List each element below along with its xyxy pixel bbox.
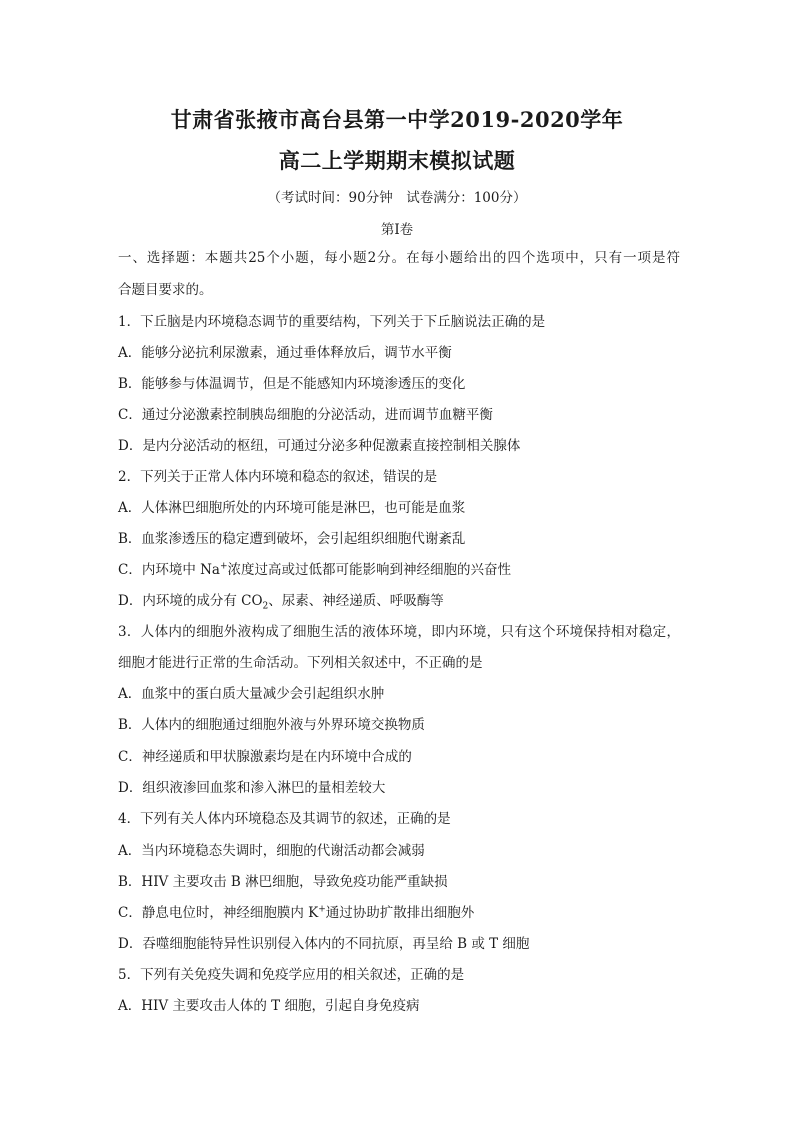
question-3-option-d: D．组织液渗回血浆和渗入淋巴的量相差较大 <box>118 780 386 796</box>
question-2-option-d-sub: 2 <box>262 601 269 612</box>
question-2-option-d <box>118 592 680 610</box>
question-2-option-a: A．人体淋巴细胞所处的内环境可能是淋巴，也可能是血浆 <box>118 500 466 516</box>
question-4-option-c <box>118 904 680 922</box>
question-2-option-b: B．血浆渗透压的稳定遭到破坏，会引起组织细胞代谢紊乱 <box>118 531 466 547</box>
question-4-option-d: D．吞噬细胞能特异性识别侵入体内的不同抗原，再呈给 B 或 T 细胞 <box>118 936 530 952</box>
exam-title-line1: 甘肃省张掖市高台县第一中学2019-2020学年 <box>170 107 624 132</box>
question-2-option-d-pre: D．内环境的成分有 CO <box>118 593 263 609</box>
question-2-option-c-sup: + <box>219 561 228 572</box>
question-1-option-d: D．是内分泌活动的枢纽，可通过分泌多种促激素直接控制相关腺体 <box>118 438 521 454</box>
question-3-option-a: A．血浆中的蛋白质大量减少会引起组织水肿 <box>118 686 385 702</box>
question-2-option-c <box>118 561 680 579</box>
exam-title-line2: 高二上学期期末模拟试题 <box>278 148 516 173</box>
question-1-option-a: A．能够分泌抗利尿激素，通过垂体释放后，调节水平衡 <box>118 345 452 361</box>
question-1-stem: 1．下丘脑是内环境稳态调节的重要结构，下列关于下丘脑说法正确的是 <box>118 314 546 330</box>
question-5-stem: 5．下列有关免疫失调和免疫学应用的相关叙述，正确的是 <box>118 967 465 983</box>
question-3-stem-line2: 细胞才能进行正常的生命活动。下列相关叙述中，不正确的是 <box>118 655 483 671</box>
question-3-option-c: C．神经递质和甲状腺激素均是在内环境中合成的 <box>118 749 412 765</box>
question-4-stem: 4．下列有关人体内环境稳态及其调节的叙述，正确的是 <box>118 811 451 827</box>
section-instructions-line2: 合题目要求的。 <box>118 282 213 298</box>
question-5-option-a: A．HIV 主要攻击人体的 T 细胞，引起自身免疫病 <box>118 998 420 1014</box>
volume-heading: 第Ⅰ卷 <box>380 222 414 238</box>
question-4-option-b: B．HIV 主要攻击 B 淋巴细胞，导致免疫功能严重缺损 <box>118 874 448 890</box>
question-4-option-c-sup: + <box>318 904 326 915</box>
question-3-option-b: B．人体内的细胞通过细胞外液与外界环境交换物质 <box>118 717 425 733</box>
question-4-option-c-post: 通过协助扩散排出细胞外 <box>325 905 475 921</box>
exam-info: （考试时间：90分钟 试卷满分：100分） <box>267 190 527 206</box>
question-4-option-c-pre: C．静息电位时，神经细胞膜内 K <box>118 905 319 921</box>
question-2-stem: 2．下列关于正常人体内环境和稳态的叙述，错误的是 <box>118 469 438 485</box>
section-instructions-line1: 一、选择题：本题共25个小题，每小题2分。在每小题给出的四个选项中，只有一项是符 <box>118 250 680 266</box>
question-1-option-b: B．能够参与体温调节，但是不能感知内环境渗透压的变化 <box>118 376 466 392</box>
question-2-option-d-post: 、尿素、神经递质、呼吸酶等 <box>268 593 444 609</box>
question-2-option-c-pre: C．内环境中 Na <box>118 562 220 578</box>
question-3-stem-line1: 3．人体内的细胞外液构成了细胞生活的液体环境，即内环境，只有这个环境保持相对稳定， <box>118 624 680 640</box>
question-1-option-c: C．通过分泌激素控制胰岛细胞的分泌活动，进而调节血糖平衡 <box>118 407 493 423</box>
question-4-option-a: A．当内环境稳态失调时，细胞的代谢活动都会减弱 <box>118 843 425 859</box>
question-2-option-c-post: 浓度过高或过低都可能影响到神经细胞的兴奋性 <box>227 562 512 578</box>
